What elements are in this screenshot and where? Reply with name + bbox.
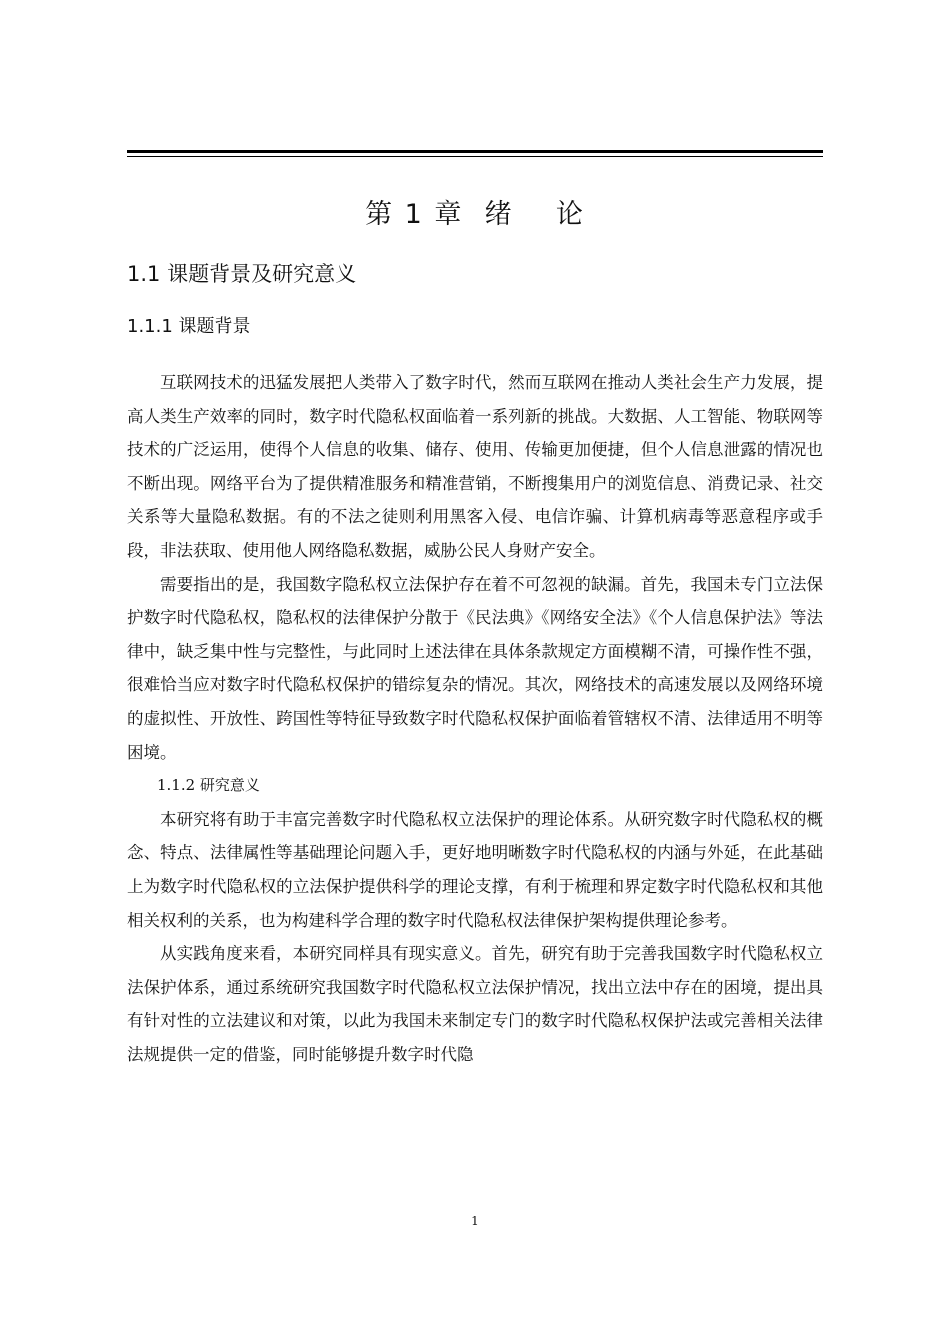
paragraph: 需要指出的是，我国数字隐私权立法保护存在着不可忽视的缺漏。首先，我国未专门立法保护数字时代隐私权，隐私权的法律保护分散于《民法典》《网络安全法》《个人信息保护法》等法律中，缺乏集中性与完整性，与此同时上述法律在具体条款规定方面模糊不清，可操作性不强，很难恰当应对数字时代隐私权保护的错综复杂的情况。其次，网络技术的高速发展以及网络环境的虚拟性、开放性、跨国性等特征导致数字时代隐私权保护面临着管辖权不清、法律适用不明等困境。 [127,574,823,762]
section-heading: 1.1 课题背景及研究意义 [127,262,357,286]
chapter-title: 第 1 章 绪 论 [365,199,585,230]
header-rule-thin [127,156,823,157]
body-text [127,366,823,1071]
page-number: 1 [471,1214,479,1228]
paragraph: 互联网技术的迅猛发展把人类带入了数字时代，然而互联网在推动人类社会生产力发展，提高人类生产效率的同时，数字时代隐私权面临着一系列新的挑战。大数据、人工智能、物联网等技术的广泛运用，使得个人信息的收集、储存、使用、传输更加便捷，但个人信息泄露的情况也不断出现。网络平台为了提供精准服务和精准营销，不断搜集用户的浏览信息、消费记录、社交关系等大量隐私数据。有的不法之徒则利用黑客入侵、电信诈骗、计算机病毒等恶意程序或手段，非法获取、使用他人网络隐私数据，威胁公民人身财产安全。 [127,373,823,560]
subsection-heading-inline: 1.1.2 研究意义 [157,776,260,795]
subsection-heading: 1.1.1 课题背景 [127,316,251,337]
header-rule-thick [127,150,823,153]
paragraph: 本研究将有助于丰富完善数字时代隐私权立法保护的理论体系。从研究数字时代隐私权的概念、特点、法律属性等基础理论问题入手，更好地明晰数字时代隐私权的内涵与外延，在此基础上为数字时代隐私权的立法保护提供科学的理论支撑，有利于梳理和界定数字时代隐私权和其他相关权利的关系，也为构建科学合理的数字时代隐私权法律保护架构提供理论参考。 [127,809,823,930]
paragraph: 从实践角度来看，本研究同样具有现实意义。首先，研究有助于完善我国数字时代隐私权立法保护体系，通过系统研究我国数字时代隐私权立法保护情况，找出立法中存在的困境，提出具有针对性的立法建议和对策，以此为我国未来制定专门的数字时代隐私权保护法或完善相关法律法规提供一定的借鉴，同时能够提升数字时代隐 [127,944,823,1064]
